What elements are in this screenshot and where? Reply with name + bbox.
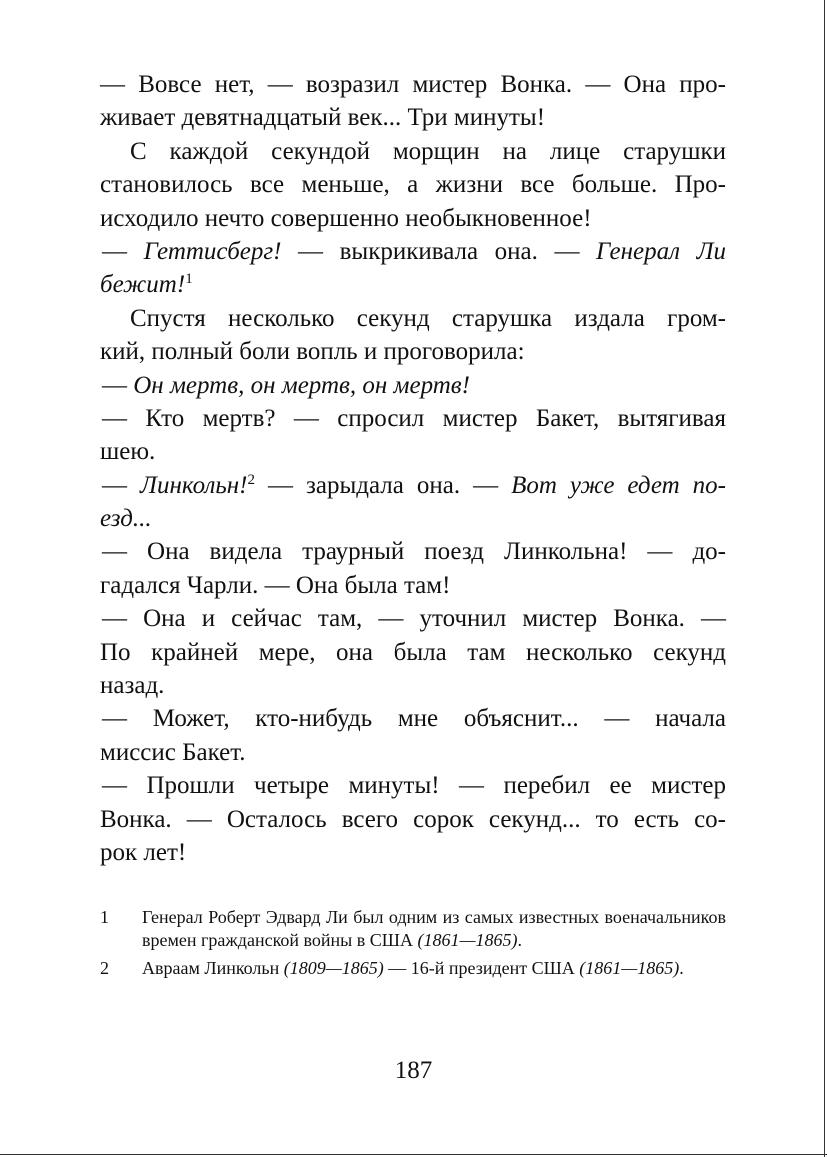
text-line (100, 369, 726, 402)
footnote-ref: 2 (247, 471, 255, 488)
text-line (100, 235, 726, 268)
italic-run: (1809—1865) (283, 958, 384, 978)
text-line: — Кто мертв? — спросил мистер Бакет, вытягивая (102, 404, 726, 432)
text-line: назад. (100, 672, 165, 700)
page-edge-bottom (0, 1154, 827, 1155)
italic-run: езд... (100, 505, 152, 533)
text-line: — Может, кто-нибудь мне объяснит... — начала (102, 705, 726, 733)
text-run: — выкрикивала она. — (281, 237, 597, 265)
text-run: . (517, 929, 522, 950)
text-line (100, 502, 726, 535)
text-run: — (102, 471, 141, 499)
text-run: — (102, 237, 144, 265)
text-run: Авраам Линкольн (142, 958, 284, 978)
text-line: Вонка. — Осталось всего сорок секунд... то есть со- (100, 805, 726, 833)
text-run: Генерал Роберт Эдвард Ли был одним из самых известных военачальников времен гражданской войны в США (142, 907, 726, 950)
text-line: исходило нечто совершенно необыкновенное! (100, 204, 592, 232)
text-line: — Вовсе нет, — возразил мистер Вонка. — Она про- (100, 71, 726, 98)
text-line: гадался Чарли. — Она была там! (100, 571, 451, 599)
italic-run: (1861—1865) (579, 958, 680, 978)
italic-run: Вот уже едет по- (511, 471, 727, 499)
text-line: По крайней мере, она была там несколько секунд (100, 638, 726, 666)
footnote-text (142, 957, 726, 980)
text-line: живает девятнадцатый век... Три минуты! (100, 104, 546, 132)
footnote-1 (100, 906, 726, 951)
italic-run: (1861—1865) (417, 929, 518, 950)
italic-run: бежит! (100, 271, 186, 299)
italic-run: Линкольн! (140, 471, 248, 499)
text-line: миссис Бакет. (100, 738, 246, 766)
text-line: — Она и сейчас там, — уточнил мистер Вонка. — (102, 605, 726, 633)
text-line: Спустя несколько секунд старушка издала гром- (130, 304, 726, 332)
footnote-ref: 1 (185, 271, 193, 288)
page-number: 187 (394, 1057, 433, 1084)
text-line (100, 268, 726, 301)
text-line: кий, полный боли вопль и проговорила: (100, 338, 525, 366)
text-line: — Она видела траурный поезд Линкольна! — до- (102, 538, 726, 566)
text-line: рок лет! (100, 838, 187, 866)
body-text (100, 68, 726, 869)
text-run: . (679, 958, 684, 978)
text-run: — зарыдала она. — (254, 471, 512, 499)
page-edge-right (824, 0, 825, 1157)
footnote-number: 2 (100, 958, 109, 978)
text-run: — (102, 371, 134, 399)
footnote-2 (100, 957, 726, 980)
footnote-number: 1 (100, 907, 109, 927)
text-line (100, 469, 726, 502)
text-line: — Прошли четыре минуты! — перебил ее мистер (102, 772, 726, 800)
italic-run: Генерал Ли (596, 237, 727, 265)
text-line: шею. (100, 438, 156, 466)
footnote-text (142, 906, 726, 951)
footnotes (100, 906, 726, 986)
text-line: становилось все меньше, а жизни все больше. Про- (100, 171, 726, 199)
text-run: — 16-й президент США (383, 958, 580, 978)
italic-run: Он мертв, он мертв, он мертв! (133, 371, 470, 399)
italic-run: Геттисберг! (143, 237, 282, 265)
text-line: С каждой секундой морщин на лице старушки (130, 137, 726, 165)
